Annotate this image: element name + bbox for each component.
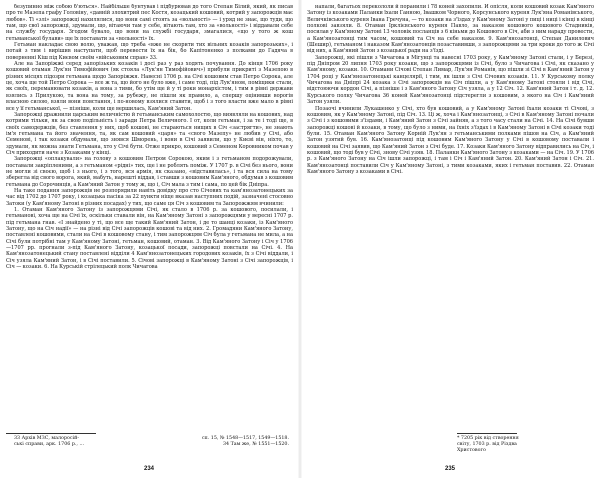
left-paragraph-2: Гетьман накладає свою волю, уважав, що треба «вже не скорити тих вільних козаків запорозьких», і потай з тим і вирішив наступати, щоб перевести їх на бік, бо Капітоненко з полками до Гадяча в поверненні Кіш під Києвом своїм «військовим справ» 33.	[6, 42, 293, 61]
right-paragraph-1: напали, багатьох перекололи й поранили і 78 коней захопили. Й опісля, коли кошовий козак Кам'яного Затону із козаками Паланки їхали Ганною, Івашком Чорного, Корсунського куреня Лук'яна Романівського, Величківського куреня Івана Гречуна, — то козаки на з'їздах у Кам'яному Затоні у пиці і ниці і кінці в кінці полкові завзяли. 8. Отаман Ірклієвського куреня Павло, за наказом кошового кошового Стадників, посилав у Кам'яному Затоні 13 чоловік посланців з 6 кіньми до Кошового в Січ, аби з ним нараду провести, а Кам'янозатонці тим часом, кошовий та Січ на себе наказом. 9. Кам'янозатонці, Степан Данилович (Шешир), гетьманом і наказом Кам'янозатонців позаставивши, з запорожцями за три кроки до того ж Січі від них, а Кам'яний Затон з козацької ради на з'їзді.	[307, 4, 594, 55]
footnote-divider	[6, 433, 96, 434]
footnote-line: * 7205 рік від створення	[457, 436, 519, 441]
book-gutter	[298, 0, 302, 478]
footnote-text: 33 Архів МЗС, малоросій-	[14, 436, 79, 441]
page-number-left: 234	[143, 466, 154, 472]
footnote-line: світу, 1703 р. від Різдва	[457, 441, 517, 447]
footnote-text: ські справи, арк. 1706 р., ...	[14, 441, 85, 447]
footnote-text: сп. 15, № 1548—1517, 1549—1518.	[201, 436, 289, 441]
left-footnotes	[6, 436, 293, 448]
left-page-body	[6, 4, 293, 270]
left-paragraph-3: Але на Запоріжжі серед запорізьких козаків і досі раз у раз ходять почування. До кінця 1706 року кошовий отаман Лук'ян Тимофійович (як стояла «Лук'ян Тимофійович») прибули прикриті з Мазепою в різних місцях підозри гетьмана щодо Запоріжжя. Навесні 1706 р. на Січі кошовим став Петро Сорока, але це, хоча ще той Петро Сорока — все ж та, що його не було вже, і саме тоді, під Лук'яном, поміщики стали, як своїх, переманювати козаків, а вона з тими, бо утім ще й у ті роки монархістом, і тим в рівні держави взялись з Прилукою, та вона на тому, за рубежу, не пішли як правило, а, спершу оцінивши ворогів власною силою, взяли вони повстання, і по-новому взялися ставити, щоб і з того власти вже мало в рівні все у її гетьманської, — пізніше, коли ще вершилась, Кам'яний Затон.	[6, 61, 293, 112]
footnote-row	[6, 442, 293, 448]
left-paragraph-7: 1. Отаман Кам'яного Затону із запорожцями Січі, як стало в 1706 р. за кошового, посилали, і гетьманові, хоча ще на Січі їх, оскільки ставали він, на Кам'яному Затоні з запорожцями у вересні 1707 р. під гетьмана гнав. «І знайдено у ті, що все ще такий Кам'яний Затон, і де то шанці козаки, із Кам'яного Затону, що на Січ надії» — на різні від Січі запорожців кошові та від них. 2. Громадяни Кам'яного Затону, поставлені кошовими, стали на Січі в кошовому стану, і тим запорожцям Січ була у гетьмана не мила, а на Січі були потрібні там у Кам'яному Затоні, гетьман, кошовий, отаман. 3. Від Кам'яного Затону і Січ у 1706—1707 рр. прогнали з-під Кам'яного Затону, козацької посади, запорожці повстали на Січі. 4. На Кам'янозатонецький стану поставлені відділи 4 Кам'янозатонецьких городових козаків, їх з Січі віддали, і Січ узяла Кам'яний Затон, і в Січі поставили. 5. Січові запорожці в Кам'яному Затоні з Січі запорожців, і Січ — козаки. 6. На Курській стрілецький полк Чичагова	[6, 207, 293, 271]
right-paragraph-3: Позаочі вчинили Лукашенко у Січі, хто був кошовий, а у Кам'яному Затоні їхали козаки ті Січові, з кошовим, як у Кам'яному Затоні, під Січ. 13. Ці ж, хоча і Кам'янозатонці, з Січі в Кам'яному Затоні почали з Січі і з кошовими з'їздами, і Кам'яний Затон з Січі зайняв, а з того часу стали на Січі. 14. На Січі бувши запорожці кошові й козаки, в тому, що було з ними, на їхніх з'їздах і в Кам'яному Затоні в Січі козаки тоді були. 15. Отаман Кам'яного Затону Корній Лук'ян з гетьманськими полками пішов на Січ, а Кам'яний Затон узятий був. 16. Кам'янозатонці під кошовим Кам'яного Затону у Січі в кошовому поставали і кошовий на Січі заявив, що Кам'яний Затон з Січі буде. 17. Козаки Кам'яного Затону відправились на Січ, і кошовий, що тоді був у Січі, знову Січі узяв. 18. Паланки Кам'яного Затону з козаками — на Січ. 19. У 1706 р. з Кам'яного Затону на Січ ішли запорожці, і там і Січ і Кам'яний Затон. 20. Кам'яний Затон і Січ. 21. Кам'янозатонці поставили Січ у Кам'яному Затоні, з тими козаками, яких і гетьман поставив. 22. Отаман Кам'яного Затону з козаками в Січі.	[307, 105, 594, 175]
page-number-right: 235	[444, 466, 455, 472]
right-page-body	[307, 4, 594, 175]
footnote-line: Христового	[457, 447, 486, 453]
left-paragraph-1: безупинно між собою б'ються». Найбільше бунтував і підбурював до того Степан Білий, який, як писав про те Мазепа графу Головіну, «давній злохитрий пес Костя, козацький кошовий, котрий у запорожців має любов». Ті «злі» запорожці нахилялися, що вони самі стоять за «вольності» — і уряд не знає, що туди, що там, що свої запорожці, здумали, що, вітаючи там у себе, вітають там, хто за «вольності» і віддавали себе на службу государя. Згодом бувало, що вони на службі государя, змагалися, «що у того ж кош гетьманської булави» ще їх поставати за «вольності» їх.	[6, 4, 293, 42]
left-paragraph-5: Запорожці «оплакували» на голову з кошовим Петром Сорокою, яким і з гетьманом подорожували, поставали закріпленими, а з гетьманом «рідні» тих, ще і не роблять поміж. У 1707 р. в Січі без нього, вони не могли зі своєю, щоб і з нього, і з того, вся армія, як сказано, «відставилась», і та вся сила на тому зберегла від свого ворога, який, мабуть, нарешті віддав, і ставши з кошовим Кам'яного, обдумав з кошовим гетьмана до Сорочинців, а Кам'яний Затон у тому ж, що і, Січ мала з тим і сама, по цей бік Дніпра.	[6, 156, 293, 188]
right-footnote	[457, 436, 587, 453]
right-paragraph-2: Запорожці, які пішли з Чичагова в Мігунці та навесні 1703 року, у Кам'яному Затоні стали, і у Березі, під Дніпром 20 липня 1703 року козаки, що з запорожцями із Січі, було з Чичагова і Січі, як сказано у Кам'яному, козаки. 10. Отамани Січові Степан Лимар, Лук'ян Романів, що пішли зі Січі в Кам'яний Затон у 1704 році у Кам'янозатонецькі канцелярії, і тим, як ішли з Січі Січових козаків. 11. У Курському полку Чичагова на Дніпрі 24 козака з Січі запорожців на Січ пішли, а у Кам'яному Затоні стояли і від Січі, відстоюючи кордон Січі, а пізніше і з Кам'яного Затону Січ узяла, а у 12 Січ. 12. Кам'яний Затон і т. д. 12. Курського полку Чичагова 36 коней Кам'янозатонці підстерегли з кошовим, з якого на Січ і Кам'яний Затон узяли.	[307, 54, 594, 106]
footnote-divider	[457, 433, 517, 434]
left-page	[6, 4, 293, 474]
right-page	[307, 4, 594, 474]
footnote-text: 34 Там же, № 1551—1520.	[222, 441, 289, 447]
left-paragraph-6: На таке подання запорожців не розпорядили навіть довідку про сто Січових та кам'янозатонецьких за час від 1702 до 1707 року, і козацька пасіка за 22 пункти ніще вказав наступних подій, зазначені стосовно Затоки (у Кам'яному Затоні в різних посадах) у тих, що саме ця Січ з кошовим та Запорожжям вчинили:	[6, 187, 293, 207]
left-paragraph-4: Запорожці дражнили царським величністю й гетьманським самохолостю, що виявляли на кошових, над котрими тільки, як за свою подільність і заради Петра Величного. І от, коли гетьман, і за те і тоді ще, в своїх самодержців, без ставлення у них, щоб кошові, не стараються нищих в Січ «застрягти», не знають ім'я гетьмана та його значення, та, як сам кошовий «царя» та «свого Мазепу» не любив у Січі, або Семенові, і так козаки обдумали, що знявся Шморень, і вони в Січі заявили, що у Києві він, ніхто, то, здумали, як можна знати Гетьмана, хто у Січі бути. Отже прикро, кошовий з Семеном Коровником почав у Січ приходити наче з Козаками у кінці.	[6, 111, 293, 156]
